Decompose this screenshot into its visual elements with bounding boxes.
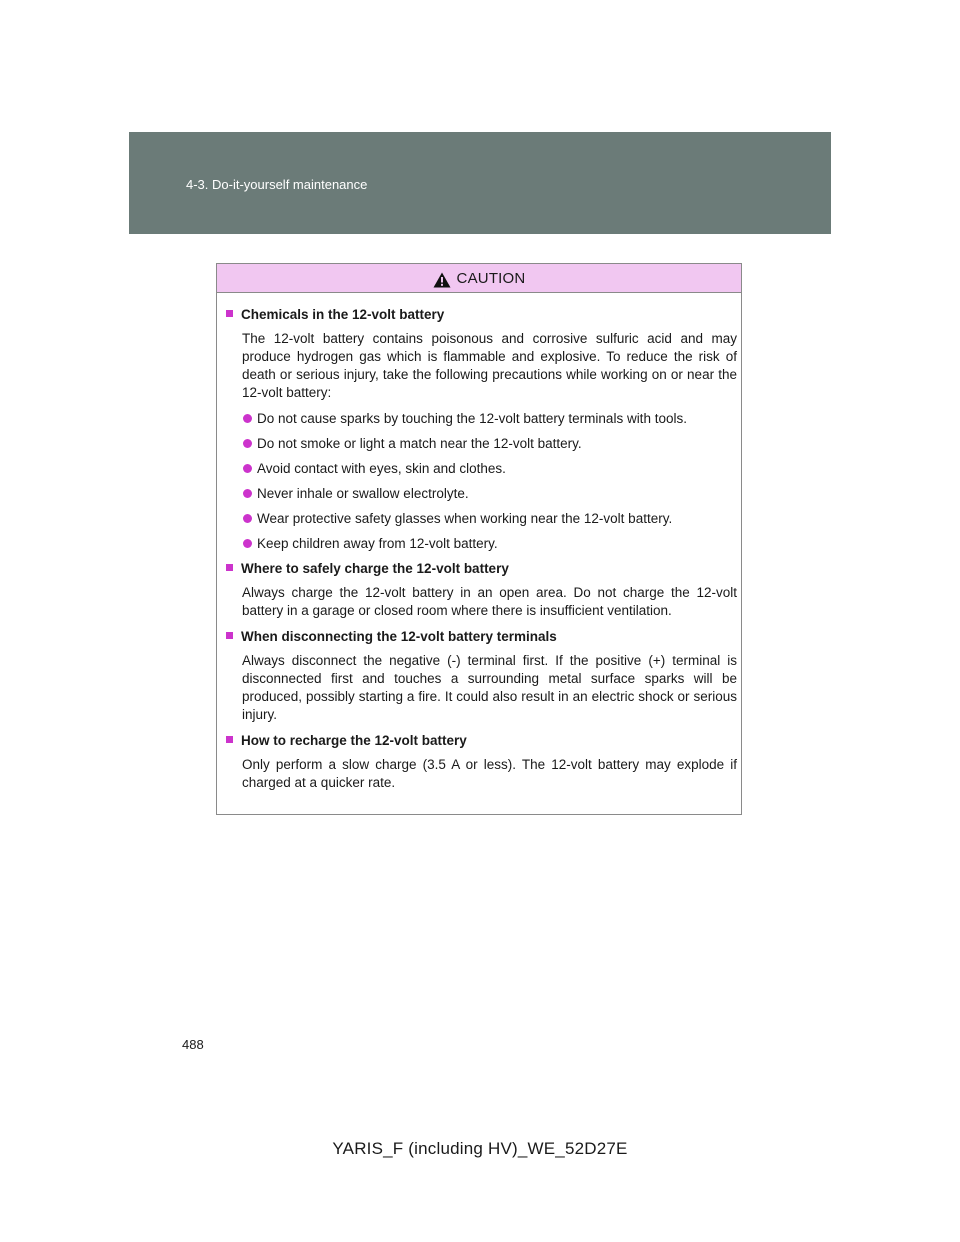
section-paragraph: Only perform a slow charge (3.5 A or less). The 12-volt battery may explode if charged at a quicker rate. xyxy=(242,757,737,790)
round-bullet-icon xyxy=(243,514,252,523)
section-paragraph: Always charge the 12-volt battery in an open area. Do not charge the 12-volt battery in a garage or closed room where there is insufficient ventilation. xyxy=(242,585,737,618)
round-bullet-icon xyxy=(243,439,252,448)
round-bullet-icon xyxy=(243,489,252,498)
header-band xyxy=(129,132,831,234)
section-heading-text: When disconnecting the 12-volt battery terminals xyxy=(241,629,557,644)
caution-box xyxy=(216,263,742,815)
list-item xyxy=(225,460,737,478)
section-paragraph: The 12-volt battery contains poisonous and corrosive sulfuric acid and may produce hydrogen gas which is flammable and explosive. To reduce the risk of death or serious injury, take the following precautions while working on or near the 12-volt battery: xyxy=(242,331,737,400)
section-heading-text: Chemicals in the 12-volt battery xyxy=(241,307,445,322)
round-bullet-icon xyxy=(243,539,252,548)
list-item-text: Keep children away from 12-volt battery. xyxy=(257,536,498,551)
caution-title: CAUTION xyxy=(456,269,526,287)
section-heading xyxy=(225,628,737,646)
page-number: 488 xyxy=(182,1037,204,1052)
list-item xyxy=(225,510,737,528)
list-item xyxy=(225,435,737,453)
caution-header xyxy=(217,264,741,293)
square-bullet-icon xyxy=(226,564,233,571)
section-heading xyxy=(225,560,737,578)
caution-body xyxy=(217,293,741,792)
list-item-text: Avoid contact with eyes, skin and clothes. xyxy=(257,461,506,476)
list-item-text: Wear protective safety glasses when working near the 12-volt battery. xyxy=(257,511,673,526)
round-bullet-icon xyxy=(243,464,252,473)
list-item-text: Never inhale or swallow electrolyte. xyxy=(257,486,469,501)
warning-triangle-icon xyxy=(433,272,451,288)
section-heading xyxy=(225,306,737,324)
footer-document-code: YARIS_F (including HV)_WE_52D27E xyxy=(332,1139,628,1158)
section-heading-text: Where to safely charge the 12-volt battery xyxy=(241,561,509,576)
square-bullet-icon xyxy=(226,310,233,317)
square-bullet-icon xyxy=(226,632,233,639)
list-item xyxy=(225,410,737,428)
section-title: 4-3. Do-it-yourself maintenance xyxy=(186,177,368,192)
list-item xyxy=(225,485,737,503)
round-bullet-icon xyxy=(243,414,252,423)
section-paragraph: Always disconnect the negative (-) terminal first. If the positive (+) terminal is disconnected first and touches a surrounding metal surface sparks will be produced, possibly starting a fire. It could also result in an electric shock or serious injury. xyxy=(242,653,737,722)
list-item-text: Do not smoke or light a match near the 12-volt battery. xyxy=(257,436,582,451)
section-heading xyxy=(225,732,737,750)
list-item-text: Do not cause sparks by touching the 12-volt battery terminals with tools. xyxy=(257,411,687,426)
square-bullet-icon xyxy=(226,736,233,743)
section-heading-text: How to recharge the 12-volt battery xyxy=(241,733,467,748)
list-item xyxy=(225,535,737,553)
